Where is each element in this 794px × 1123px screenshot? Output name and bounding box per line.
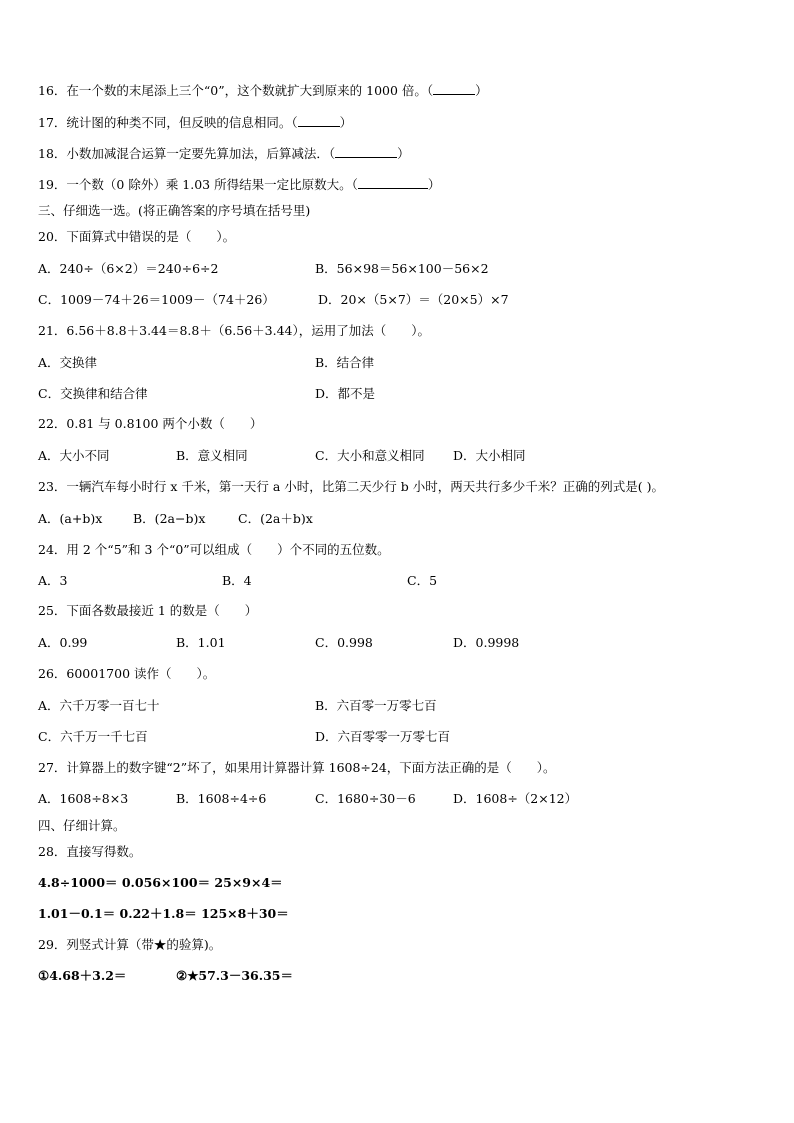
question-22-stem: 22．0.81 与 0.8100 两个小数（ ） bbox=[38, 416, 263, 431]
question-21-stem: 21．6.56＋8.8＋3.44＝8.8＋（6.56＋3.44），运用了加法（ ）。 bbox=[38, 323, 430, 338]
question-16: 16．在一个数的末尾添上三个“0”，这个数就扩大到原来的 1000 倍。（ ） bbox=[38, 83, 488, 98]
question-20-stem: 20．下面算式中错误的是（ ）。 bbox=[38, 229, 236, 244]
vertical-calc-item-2: ②★57.3－36.35＝ bbox=[176, 968, 293, 983]
option-d[interactable]: D．都不是 bbox=[315, 386, 376, 401]
option-d[interactable]: D．六百零零一万零七百 bbox=[315, 729, 451, 744]
option-b[interactable]: B．(2a−b)x bbox=[133, 511, 206, 526]
option-d[interactable]: D．大小相同 bbox=[453, 448, 526, 463]
option-a[interactable]: A．1608÷8×3 bbox=[38, 791, 129, 806]
option-a[interactable]: A．交换律 bbox=[38, 355, 98, 370]
question-19-text: 19．一个数（0 除外）乘 1.03 所得结果一定比原数大。（ bbox=[38, 177, 358, 192]
option-b[interactable]: B．4 bbox=[222, 573, 252, 588]
question-18: 18．小数加减混合运算一定要先算加法，后算减法．（ ） bbox=[38, 146, 410, 161]
option-a[interactable]: A．3 bbox=[38, 573, 68, 588]
question-17: 17．统计图的种类不同，但反映的信息相同。（ ） bbox=[38, 115, 353, 130]
mental-math-row-1: 4.8÷1000＝ 0.056×100＝ 25×9×4＝ bbox=[38, 875, 283, 890]
section-3-heading: 三、仔细选一选。(将正确答案的序号填在括号里) bbox=[38, 203, 311, 218]
question-27-stem: 27．计算器上的数字键“2”坏了，如果用计算器计算 1608÷24，下面方法正确的是（ ）。 bbox=[38, 760, 556, 775]
option-c[interactable]: C．0.998 bbox=[315, 635, 373, 650]
option-c[interactable]: C．(2a＋b)x bbox=[238, 511, 313, 526]
option-c[interactable]: C．大小和意义相同 bbox=[315, 448, 425, 463]
option-c[interactable]: C．1009－74＋26＝1009－（74＋26） bbox=[38, 292, 275, 307]
answer-blank[interactable] bbox=[358, 177, 428, 189]
mental-math-row-2: 1.01－0.1＝ 0.22＋1.8＝ 125×8＋30＝ bbox=[38, 906, 289, 921]
option-d[interactable]: D．20×（5×7）＝（20×5）×7 bbox=[318, 292, 509, 307]
option-b[interactable]: B．1.01 bbox=[176, 635, 226, 650]
question-17-text: 17．统计图的种类不同，但反映的信息相同。（ bbox=[38, 115, 298, 130]
option-b[interactable]: B．1608÷4÷6 bbox=[176, 791, 267, 806]
question-25-stem: 25．下面各数最接近 1 的数是（ ） bbox=[38, 603, 258, 618]
question-24-stem: 24．用 2 个“5”和 3 个“0”可以组成（ ）个不同的五位数。 bbox=[38, 542, 390, 557]
option-b[interactable]: B．六百零一万零七百 bbox=[315, 698, 437, 713]
question-19: 19．一个数（0 除外）乘 1.03 所得结果一定比原数大。（ ） bbox=[38, 177, 441, 192]
option-a[interactable]: A．240÷（6×2）＝240÷6÷2 bbox=[38, 261, 219, 276]
question-28-stem: 28．直接写得数。 bbox=[38, 844, 142, 859]
question-23-stem: 23．一辆汽车每小时行 x 千米，第一天行 a 小时，比第二天少行 b 小时，两天共行多少千米？正确的列式是( )。 bbox=[38, 479, 664, 494]
section-4-heading: 四、仔细计算。 bbox=[38, 818, 126, 833]
option-c[interactable]: C．1680÷30－6 bbox=[315, 791, 416, 806]
option-d[interactable]: D．1608÷（2×12） bbox=[453, 791, 578, 806]
answer-blank[interactable] bbox=[433, 83, 475, 95]
option-a[interactable]: A．六千万零一百七十 bbox=[38, 698, 160, 713]
option-c[interactable]: C．交换律和结合律 bbox=[38, 386, 148, 401]
option-c[interactable]: C．5 bbox=[407, 573, 438, 588]
option-b[interactable]: B．56×98＝56×100－56×2 bbox=[315, 261, 489, 276]
option-b[interactable]: B．结合律 bbox=[315, 355, 375, 370]
question-29-stem: 29．列竖式计算（带★的验算)。 bbox=[38, 937, 222, 952]
answer-blank[interactable] bbox=[298, 115, 340, 127]
option-a[interactable]: A．0.99 bbox=[38, 635, 88, 650]
option-a[interactable]: A．大小不同 bbox=[38, 448, 110, 463]
vertical-calc-item-1: ①4.68＋3.2＝ bbox=[38, 968, 127, 983]
answer-blank[interactable] bbox=[335, 146, 397, 158]
option-a[interactable]: A．(a+b)x bbox=[38, 511, 103, 526]
option-d[interactable]: D．0.9998 bbox=[453, 635, 520, 650]
question-26-stem: 26．60001700 读作（ ）。 bbox=[38, 666, 216, 681]
question-18-text: 18．小数加减混合运算一定要先算加法，后算减法．（ bbox=[38, 146, 336, 161]
question-16-text: 16．在一个数的末尾添上三个“0”，这个数就扩大到原来的 1000 倍。（ bbox=[38, 83, 434, 98]
option-c[interactable]: C．六千万一千七百 bbox=[38, 729, 148, 744]
option-b[interactable]: B．意义相同 bbox=[176, 448, 248, 463]
